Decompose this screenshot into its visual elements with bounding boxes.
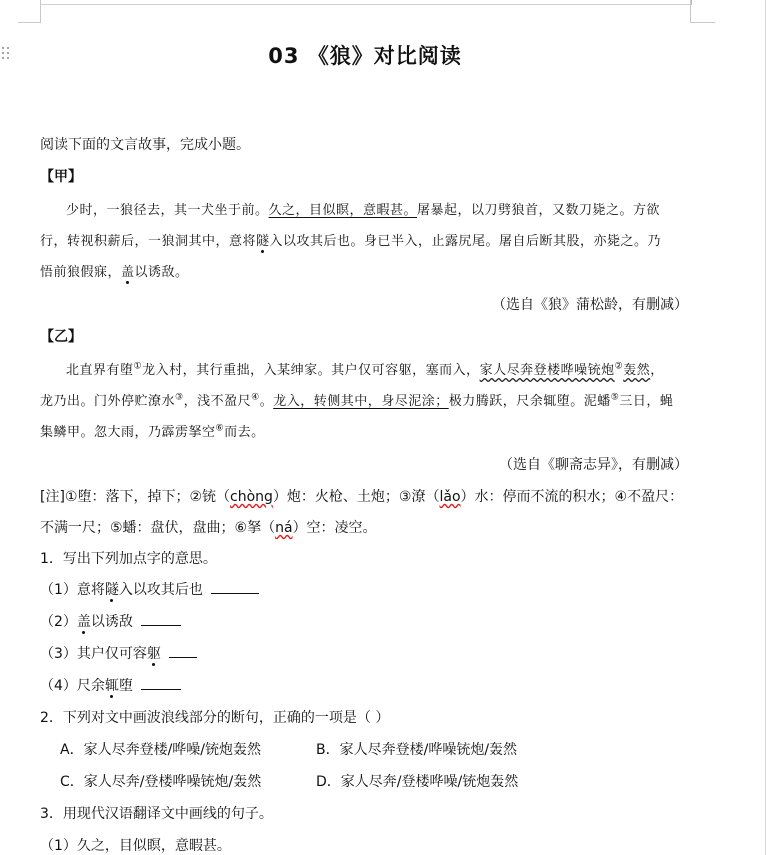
note-marker: ④ <box>251 392 260 403</box>
text: （3）其户仅可容 <box>40 646 147 662</box>
notes-line <box>40 486 683 506</box>
option-c[interactable]: C．家人尽奔/登楼哗噪铳炮/轰然 <box>60 774 262 790</box>
question-1-item <box>40 611 181 631</box>
page-right-edge <box>765 0 766 855</box>
text: 不满一尺；⑤蟠：盘伏，盘曲；⑥拏（ <box>40 520 276 536</box>
text: ， <box>650 363 664 378</box>
dotted-char: 辄 <box>104 678 119 694</box>
option-b[interactable]: B．家人尽奔登楼/哗噪铳炮/轰然 <box>316 742 518 758</box>
passage-yi-line <box>40 421 265 440</box>
text: 集鳞甲。忽大雨，乃霹雳拏空 <box>40 425 216 440</box>
dotted-char: 隧 <box>256 234 270 249</box>
text: 极力腾跃，尺余辄堕。泥蟠 <box>448 394 611 409</box>
text: ）水：停而不流的积水；④不盈尺： <box>460 489 684 505</box>
wavy-underline-phrase: 轰然 <box>623 363 651 378</box>
text: 三日，蝇 <box>619 394 674 409</box>
note-marker: ⑥ <box>215 423 225 434</box>
pinyin: ná <box>275 520 293 536</box>
text: 少时，一狼径去，其一犬坐于前。 <box>66 203 269 218</box>
text: 悟前狼假寐， <box>40 265 122 280</box>
underlined-sentence: 久之，目似瞑，意暇甚。 <box>268 203 418 218</box>
note-marker: ② <box>614 361 624 372</box>
passage-yi-source: （选自《聊斋志异》，有删减） <box>499 457 688 473</box>
text: 入以攻其后也。身已半入，止露尻尾。屠自后断其股，亦毙之。乃 <box>269 234 662 249</box>
underlined-sentence: 龙入，转侧其中，身尽泥涂； <box>273 394 449 409</box>
text: 屠暴起，以刀劈狼首，又数刀毙之。方欲 <box>417 203 661 218</box>
text: 北直界有堕 <box>66 363 134 378</box>
passage-jia-source: （选自《狼》蒲松龄，有删减） <box>492 297 688 313</box>
text: 入以攻其后也 <box>118 582 203 598</box>
passage-yi-line <box>40 390 673 409</box>
dotted-char: 隧 <box>104 582 119 598</box>
passage-jia-line <box>66 199 660 218</box>
margin-corner-mark <box>18 0 41 23</box>
dotted-char: 盖 <box>121 265 135 280</box>
question-1-stem: 1．写出下列加点字的意思。 <box>40 551 217 567</box>
option-a[interactable]: A．家人尽奔登楼/哗噪/铳炮轰然 <box>60 742 262 758</box>
question-1-item <box>40 579 259 599</box>
text: [注]①堕：落下，掉下；②铳（ <box>40 489 231 505</box>
page-title: 03 《狼》对比阅读 <box>268 44 462 68</box>
passage-jia-line <box>40 261 189 280</box>
wavy-underline-phrase: 家人尽奔登楼哗噪铳炮 <box>479 363 615 378</box>
instruction-text: 阅读下面的文言故事，完成小题。 <box>40 137 250 153</box>
margin-corner-mark <box>690 0 715 23</box>
text: （1）意将 <box>40 582 105 598</box>
notes-line <box>40 517 377 537</box>
pinyin: chòng <box>230 489 273 505</box>
question-3-stem: 3．用现代汉语翻译文中画线的句子。 <box>40 806 273 822</box>
question-1-item <box>40 643 197 663</box>
text: 龙乃出。门外停贮潦水 <box>40 394 176 409</box>
pinyin: lǎo <box>439 489 461 505</box>
passage-jia-label: 【甲】 <box>40 169 82 185</box>
text: ）空：凌空。 <box>292 520 377 536</box>
text: 龙入村，其行重拙，入某绅家。其户仅可容躯，塞而入， <box>142 363 480 378</box>
question-3-item: （1）久之，目似瞑，意暇甚。 <box>40 838 231 854</box>
answer-blank[interactable] <box>141 613 181 626</box>
dotted-char: 躯 <box>146 646 161 662</box>
option-d[interactable]: D．家人尽奔/登楼哗噪/铳炮轰然 <box>316 774 519 790</box>
note-marker: ⑤ <box>610 392 620 403</box>
text: 行，转视积薪后，一狼洞其中，意将 <box>40 234 257 249</box>
note-marker: ③ <box>175 392 184 403</box>
passage-yi-label: 【乙】 <box>40 329 82 345</box>
text: 。 <box>259 394 274 409</box>
answer-blank[interactable] <box>211 581 259 594</box>
text: （4）尺余 <box>40 678 105 694</box>
passage-yi-line <box>66 359 664 378</box>
passage-jia-line <box>40 230 661 249</box>
text: 而去。 <box>224 425 265 440</box>
note-marker: ① <box>133 361 143 372</box>
page-top-edge <box>40 0 692 5</box>
text: ，浅不盈尺 <box>183 394 252 409</box>
answer-blank[interactable] <box>141 677 181 690</box>
question-1-item <box>40 675 181 695</box>
text: 以诱敌。 <box>134 265 189 280</box>
dotted-char: 盖 <box>76 614 91 630</box>
text: （2） <box>40 614 77 630</box>
text: 堕 <box>118 678 133 694</box>
answer-blank[interactable] <box>169 645 197 658</box>
question-2-stem: 2．下列对文中画波浪线部分的断句，正确的一项是（ ） <box>40 710 390 726</box>
text: 以诱敌 <box>90 614 133 630</box>
text: ）炮：火枪、土炮；③潦（ <box>272 489 440 505</box>
